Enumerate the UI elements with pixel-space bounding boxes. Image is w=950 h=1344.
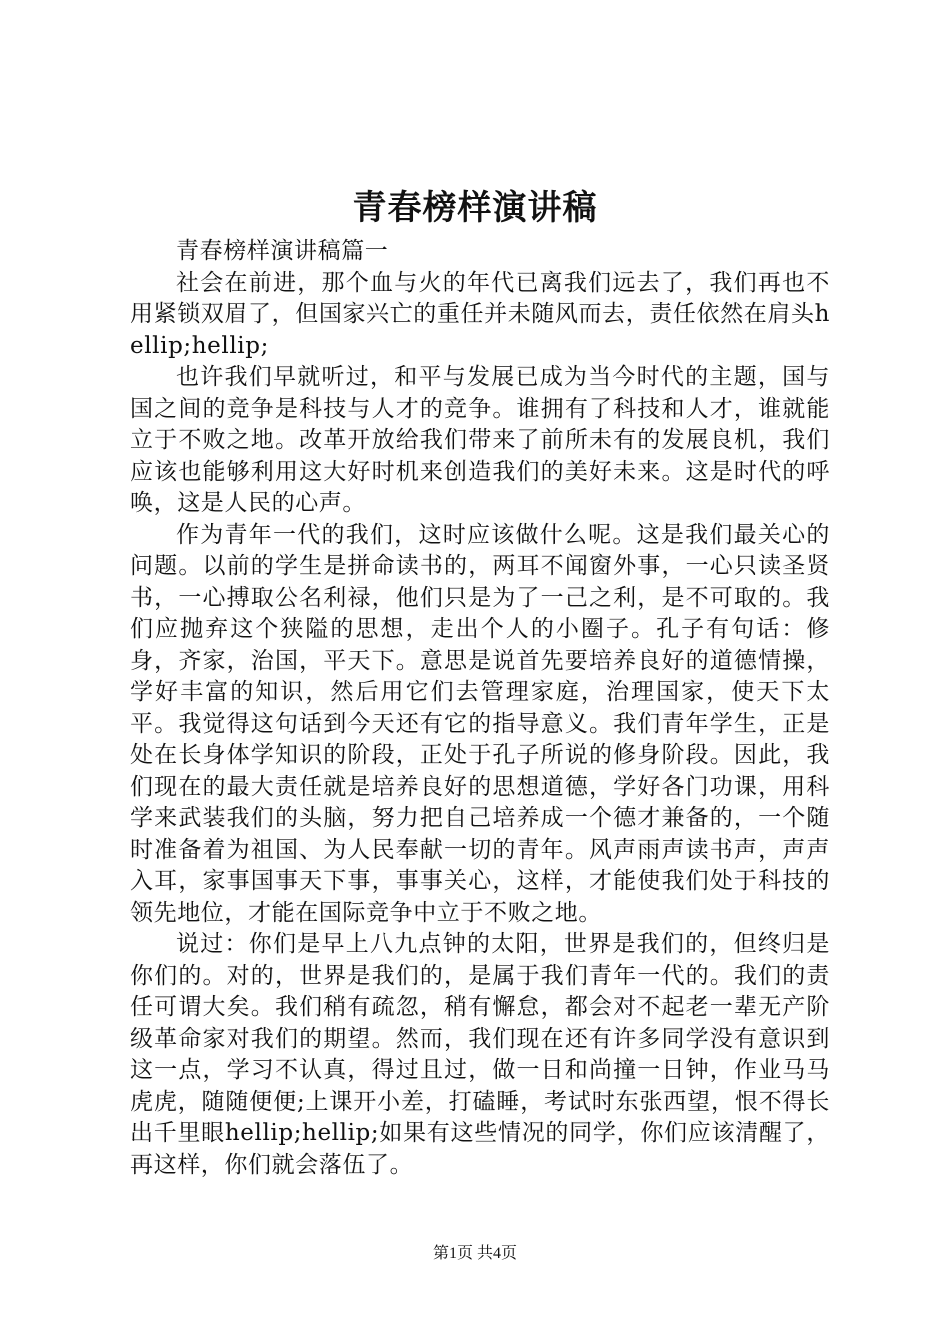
document-title: 青春榜样演讲稿: [352, 188, 598, 228]
paragraph: 作为青年一代的我们，这时应该做什么呢。这是我们最关心的问题。以前的学生是拼命读书的，两耳不闻窗外事，一心只读圣贤书，一心搏取公名利禄，他们只是为了一己之利，是不可取的。我们应抛弃这个狭隘的思想，走出个人的小圈子。孔子有句话：修身，齐家，治国，平天下。意思是说首先要培养良好的道德情操，学好丰富的知识，然后用它们去管理家庭，治理国家，使天下太平。我觉得这句话到今天还有它的指导意义。我们青年学生，正是处在长身体学知识的阶段，正处于孔子所说的修身阶段。因此，我们现在的最大责任就是培养良好的思想道德，学好各门功课，用科学来武装我们的头脑，努力把自己培养成一个德才兼备的，一个随时准备着为祖国、为人民奉献一切的青年。风声雨声读书声，声声入耳，家事国事天下事，事事关心，这样，才能使我们处于科技的领先地位，才能在国际竞争中立于不败之地。: [130, 521, 830, 926]
paragraph: 社会在前进，那个血与火的年代已离我们远去了，我们再也不用紧锁双眉了，但国家兴亡的重任并未随风而去，责任依然在肩头hellip;hellip;: [130, 269, 830, 359]
paragraph: 也许我们早就听过，和平与发展已成为当今时代的主题，国与国之间的竞争是科技与人才的竞争。谁拥有了科技和人才，谁就能立于不败之地。改革开放给我们带来了前所未有的发展良机，我们应该也能够利用这大好时机来创造我们的美好未来。这是时代的呼唤，这是人民的心声。: [130, 364, 830, 516]
paragraph: 说过：你们是早上八九点钟的太阳，世界是我们的，但终归是你们的。对的，世界是我们的，是属于我们青年一代的。我们的责任可谓大矣。我们稍有疏忽，稍有懈怠，都会对不起老一辈无产阶级革命家对我们的期望。然而，我们现在还有许多同学没有意识到这一点，学习不认真，得过且过，做一日和尚撞一日钟，作业马马虎虎，随随便便;上课开小差，打磕睡，考试时东张西望，恨不得长出千里眼hellip;hellip;如果有这些情况的同学，你们应该清醒了，再这样，你们就会落伍了。: [130, 931, 830, 1178]
section-heading: 青春榜样演讲稿篇一: [176, 238, 389, 264]
document-body: [130, 236, 830, 1181]
page-number-footer: 第1页 共4页: [432, 1245, 517, 1262]
